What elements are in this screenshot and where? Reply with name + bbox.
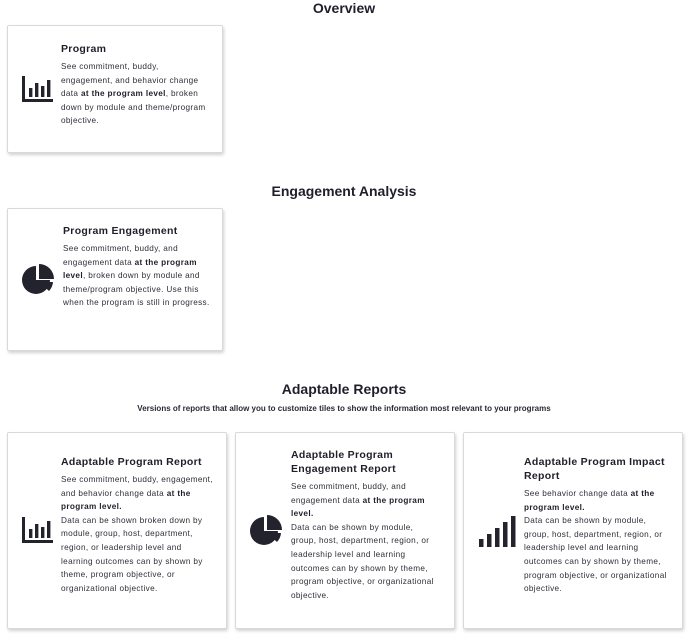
section-title-overview: Overview [312, 0, 376, 16]
card-adaptable-program-engagement-report[interactable] [235, 432, 455, 629]
card-description: See commitment, buddy, engagement, and behavior change data at the program level, broken down by module and theme/program objective. [61, 62, 206, 126]
bar-chart-icon [22, 517, 54, 543]
card-description: See commitment, buddy, and engagement data at the program level, broken down by module and theme/program objective. Use this when the program is still in progress. [63, 244, 210, 308]
signal-bars-icon [478, 515, 516, 547]
section-title-adaptable-reports: Adaptable Reports [281, 381, 407, 397]
card-title: Program Engagement [63, 225, 178, 237]
card-title: Adaptable Program Engagement Report [291, 449, 396, 475]
section-title-engagement-analysis: Engagement Analysis [271, 183, 417, 199]
pie-chart-icon [22, 264, 54, 296]
card-title: Adaptable Program Report [61, 456, 202, 468]
card-title: Adaptable Program Impact Report [524, 456, 665, 482]
card-description: See commitment, buddy, engagement, and behavior change data at the program level. Data can be shown broken down by module, group, host, department, region, or leadership level and learning outcomes can by shown by theme, program objective, or organizational objective. [61, 475, 213, 593]
card-program[interactable] [7, 25, 223, 153]
section-subtitle: Versions of reports that allow you to customize tiles to show the information most relevant to your programs [137, 404, 551, 413]
pie-chart-icon [250, 515, 282, 547]
card-adaptable-program-report[interactable] [7, 432, 227, 629]
card-description: See commitment, buddy, and engagement data at the program level. Data can be shown by module, group, host, department, region, or leadership level and learning outcomes can by shown by theme, program objective, or organizational objective. [291, 482, 434, 600]
card-adaptable-program-impact-report[interactable] [463, 432, 683, 629]
card-program-engagement[interactable] [7, 208, 223, 351]
bar-chart-icon [22, 76, 54, 102]
card-description: See behavior change data at the program level. Data can be shown by module, group, host, department, region, or leadership level and learning outcomes can by shown by theme, program objective, or organizational objective. [524, 489, 667, 594]
card-title: Program [61, 43, 107, 55]
